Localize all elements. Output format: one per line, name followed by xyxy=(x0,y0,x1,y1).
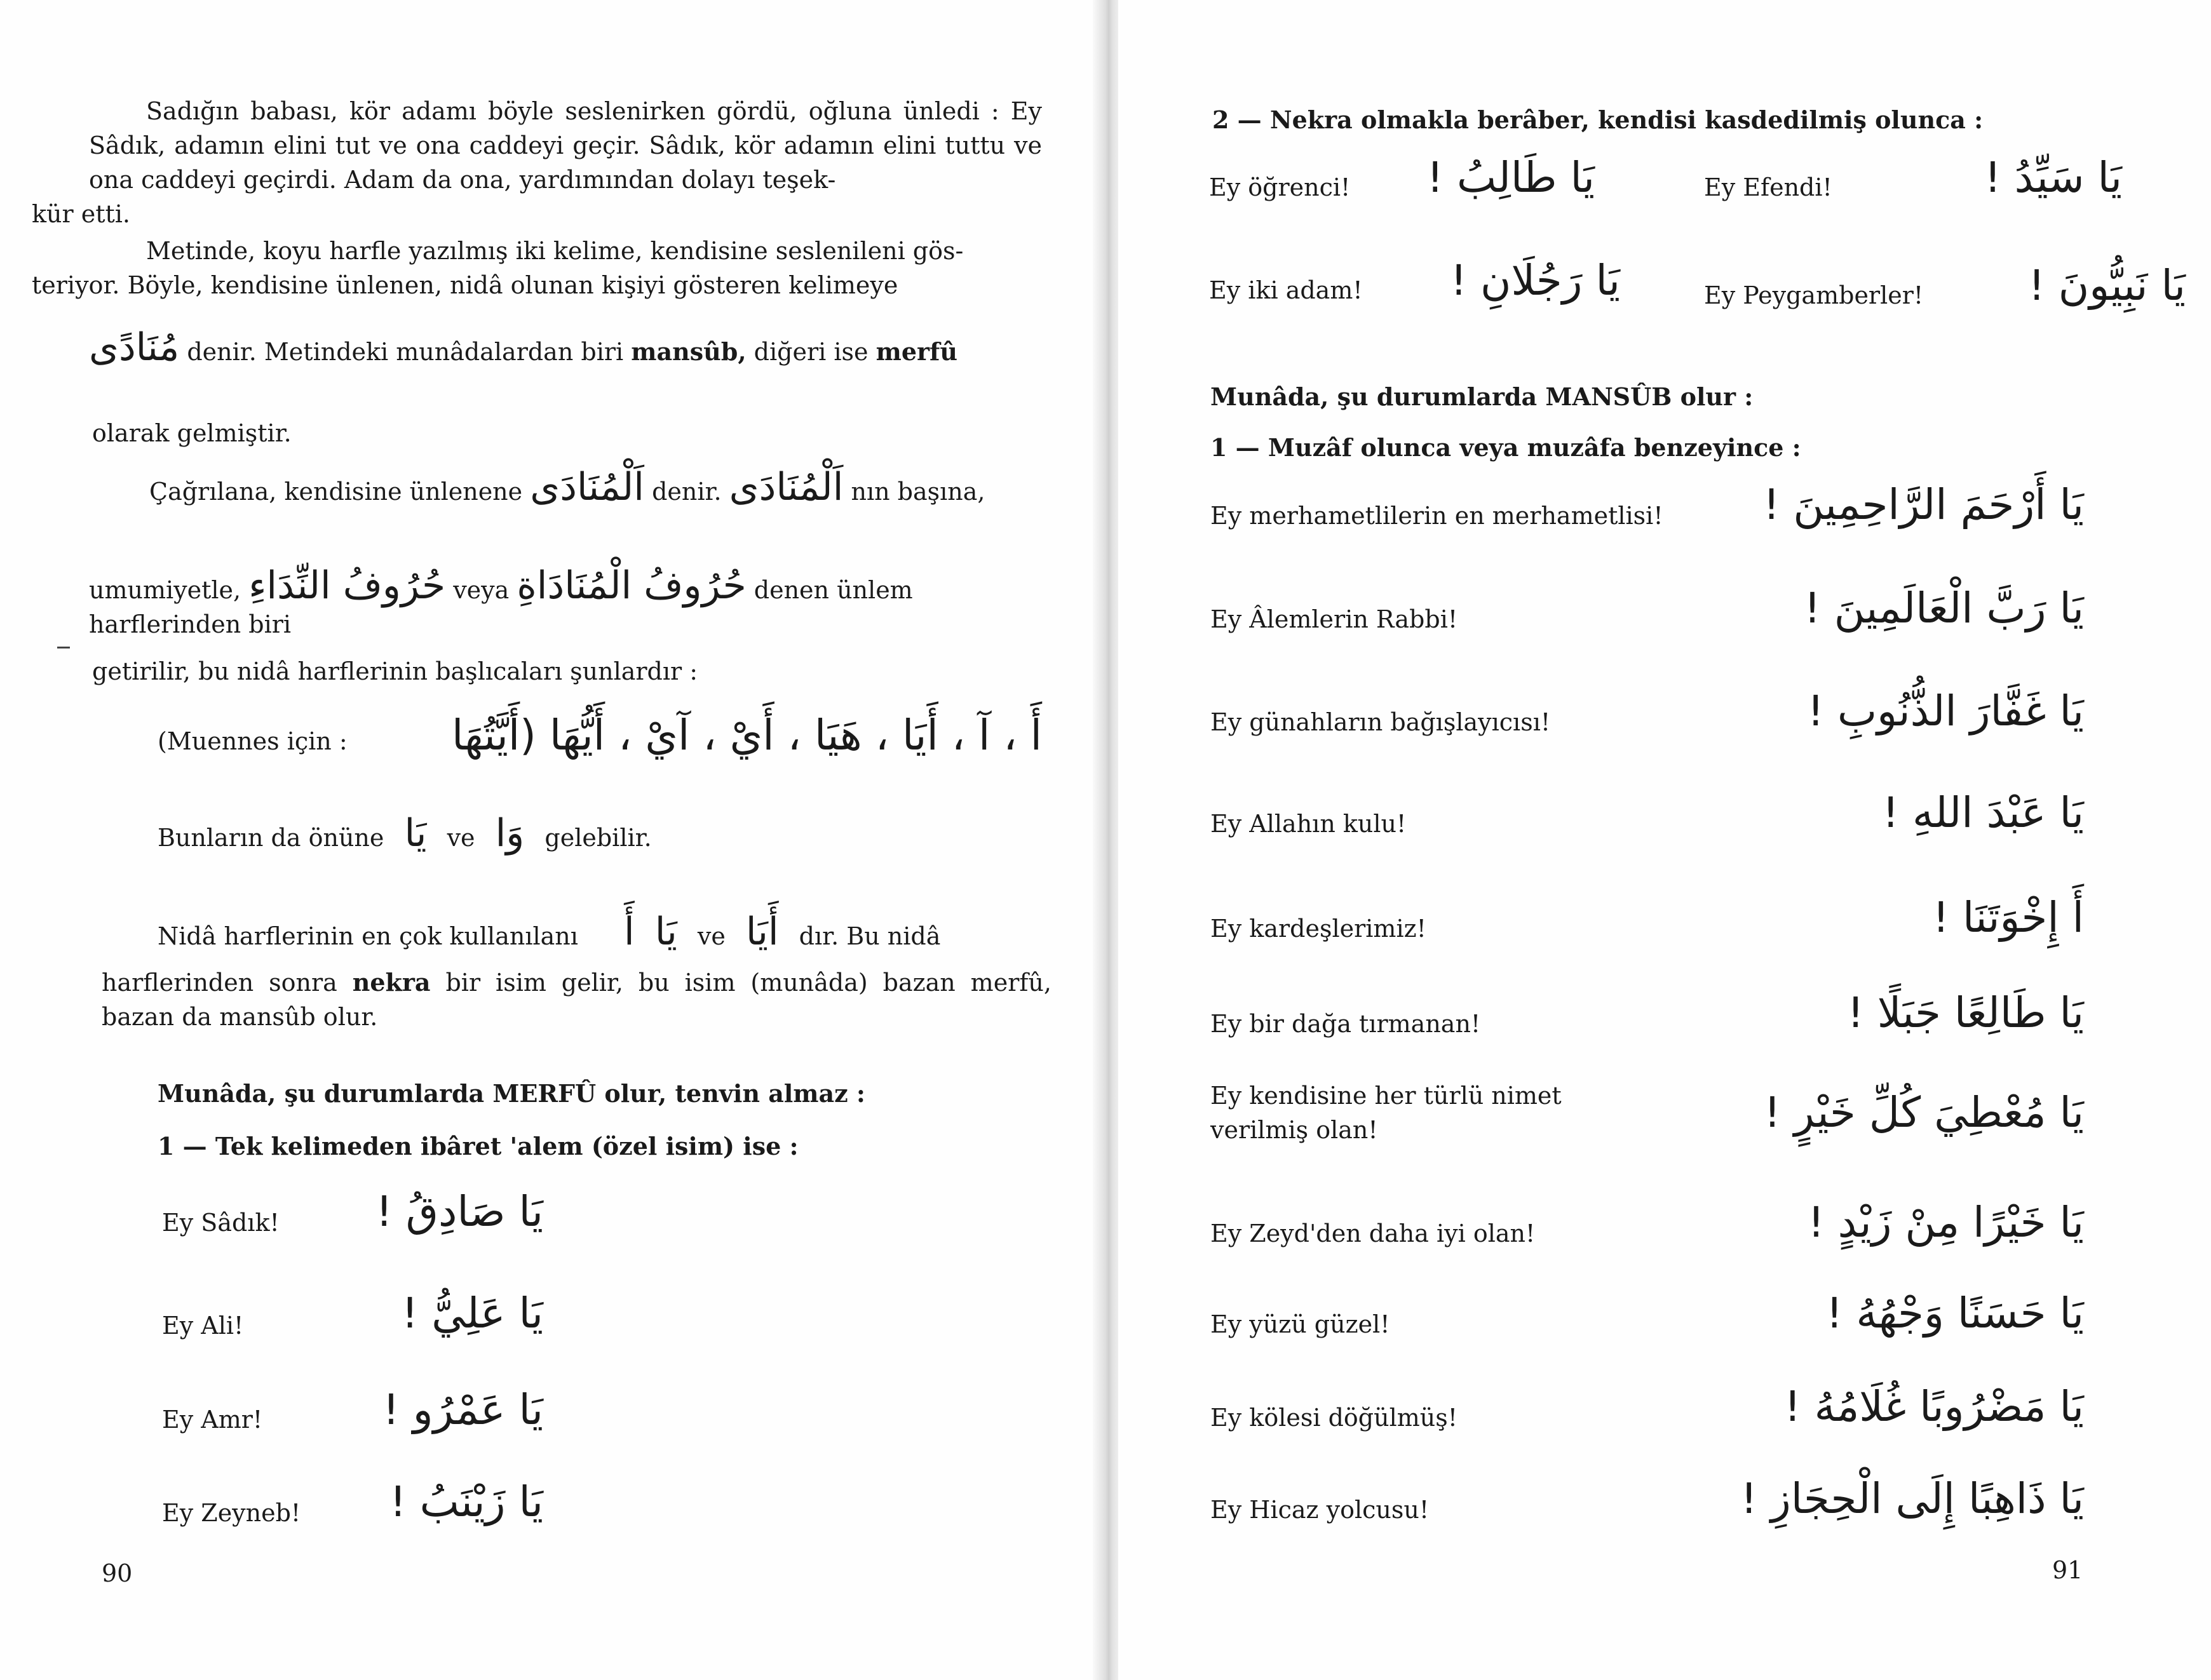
page-number-right: 91 xyxy=(2052,1556,2083,1584)
mansub-example-tr: Ey Allahın kulu! xyxy=(1210,810,1407,838)
ve-text-2: ve xyxy=(697,922,726,950)
nekra-example-tr: Ey iki adam! xyxy=(1209,276,1363,304)
cagrilana-line xyxy=(149,465,1051,509)
bunlar-line xyxy=(158,811,793,856)
mansub-example-ar: يَا رَبَّ الْعَالَمِينَ ! xyxy=(1804,584,2084,633)
nekra-example-ar: يَا رَجُلَانِ ! xyxy=(1450,256,1620,305)
elmunada-arabic-1: اَلْمُنَادَى xyxy=(530,465,644,509)
merfu-example-tr: Ey Ali! xyxy=(162,1312,244,1340)
nekra-example-ar: يَا طَالِبُ ! xyxy=(1426,153,1595,202)
bunlar-text: Bunların da önüne xyxy=(158,824,384,852)
nida-text: Nidâ harflerinin en çok kullanılanı xyxy=(158,922,578,950)
mansub-example-ar: يَا حَسَنًا وَجْهُهُ ! xyxy=(1825,1289,2084,1338)
mansub-example-ar: أَ إِخْوَتَنَا ! xyxy=(1932,893,2084,942)
mansub-example-tr: Ey Âlemlerin Rabbi! xyxy=(1210,605,1458,633)
merfu-bold: merfû xyxy=(876,337,957,366)
merfu-example-ar: يَا عَلِيُّ ! xyxy=(401,1289,543,1338)
heading-merfu-1: 1 — Tek kelimeden ibâret 'alem (özel isim) ise : xyxy=(158,1132,799,1160)
cagrilana-text: Çağrılana, kendisine ünlenene xyxy=(149,478,523,506)
merfu-example-ar: يَا صَادِقُ ! xyxy=(375,1187,543,1236)
nekra-example-tr: Ey Peygamberler! xyxy=(1704,281,1924,309)
unlem-text: denen ünlem harflerinden biri xyxy=(89,576,913,638)
merfu-example-ar: يَا زَيْنَبُ ! xyxy=(389,1477,543,1526)
mansub-example-ar: يَا مُعْطِيَ كُلِّ خَيْرٍ ! xyxy=(1764,1088,2084,1137)
story-text: Sadığın babası, kör adamı böyle seslenirken gördü, oğluna ünledi : Ey Sâdık, adamın elini tut ve ona caddeyi geçir. Sâdık, kör adamın elini tuttu ve ona caddeyi geçirdi. Adam da ona, yardımından dolayı teşek- xyxy=(89,97,1042,194)
olarak-line: olarak gelmiştir. xyxy=(92,419,292,447)
wa-arabic: وَا xyxy=(495,811,525,856)
mansub-example-tr: Ey bir dağa tırmanan! xyxy=(1210,1010,1481,1038)
paragraph-harflerinden xyxy=(102,965,1051,1034)
merfu-example-tr: Ey Zeyneb! xyxy=(162,1499,301,1527)
munada-text: denir. Metindeki munâdalardan biri xyxy=(187,338,624,366)
isim-text: bir isim gelir, bu isim (munâda) bazan merfû, xyxy=(445,969,1051,997)
nekra-example-tr: Ey öğrenci! xyxy=(1209,173,1351,201)
nekra-example-ar: يَا نَبِيُّونَ ! xyxy=(2028,261,2186,310)
mansub-example-tr: Ey kölesi döğülmüş! xyxy=(1210,1404,1457,1432)
mansub-example-ar: يَا غَفَّارَ الذُّنُوبِ ! xyxy=(1807,687,2084,736)
mansub-example-tr: Ey kendisine her türlü nimet verilmiş olan! xyxy=(1210,1082,1562,1144)
paragraph-story xyxy=(32,94,1042,231)
mansub-example-tr: Ey yüzü güzel! xyxy=(1210,1310,1390,1338)
mansub-example-tr: Ey günahların bağışlayıcısı! xyxy=(1210,708,1551,736)
metinde-line-1: Metinde, koyu harfle yazılmış iki kelime, kendisine seslenileni gös- xyxy=(146,237,964,265)
hemze-arabic: أَ xyxy=(624,910,635,954)
eya-arabic: أَيَا xyxy=(745,910,779,954)
nekra-example-tr: Ey Efendi! xyxy=(1704,173,1832,201)
munada-text-mid: diğeri ise xyxy=(754,338,869,366)
heading-mansub-1: 1 — Muzâf olunca veya muzâfa benzeyince : xyxy=(1210,433,1801,462)
ya-arabic: يَا xyxy=(404,811,427,856)
huruf-line xyxy=(89,563,1055,642)
denir-text: denir. xyxy=(652,478,722,506)
margin-mark xyxy=(57,647,70,648)
umumiyetle-text: umumiyetle, xyxy=(89,576,241,604)
mansub-example-ar: يَا خَيْرًا مِنْ زَيْدٍ ! xyxy=(1808,1198,2084,1247)
mansub-example-ar: يَا عَبْدَ اللهِ ! xyxy=(1882,788,2084,837)
nida-en-cok-line xyxy=(158,910,1060,954)
nekra-bold: nekra xyxy=(352,968,431,997)
paragraph-metinde xyxy=(32,234,1042,302)
dir-text: dır. Bu nidâ xyxy=(799,922,941,950)
ve-text: ve xyxy=(447,824,475,852)
story-text-end: kür etti. xyxy=(32,200,131,228)
mansub-example-ar: يَا أَرْحَمَ الرَّاحِمِينَ ! xyxy=(1762,480,2084,529)
merfu-example-tr: Ey Sâdık! xyxy=(162,1209,280,1237)
gelebilir-text: gelebilir. xyxy=(544,824,652,852)
mansub-example-tr: Ey kardeşlerimiz! xyxy=(1210,915,1426,943)
harflerinden-text: harflerinden sonra xyxy=(102,969,337,997)
left-page xyxy=(0,0,1099,1680)
mansub-example-ar: يَا مَضْرُوبًا غُلَامُهُ ! xyxy=(1784,1382,2084,1431)
veya-text: veya xyxy=(453,576,510,604)
munada-definition-line xyxy=(89,325,1055,370)
bazan-text: bazan da mansûb olur. xyxy=(102,1003,378,1031)
heading-merfu: Munâda, şu durumlarda MERFÛ olur, tenvin almaz : xyxy=(158,1079,865,1108)
huruf-munada-arabic: حُرُوفُ الْمُنَادَاةِ xyxy=(517,563,747,608)
mansub-example-tr: Ey Hicaz yolcusu! xyxy=(1210,1496,1430,1524)
heading-mansub: Munâda, şu durumlarda MANSÛB olur : xyxy=(1210,382,1754,411)
merfu-example-ar: يَا عَمْرُو ! xyxy=(382,1385,543,1434)
ya-arabic-2: يَا xyxy=(654,910,677,954)
nida-letters-arabic: أَ ، آ ، أَيَا ، هَيَا ، أَيْ ، آيْ ، أَيُّهَا (أَيَّتُهَا xyxy=(452,711,1042,760)
heading-nekra: 2 — Nekra olmakla berâber, kendisi kasdedilmiş olunca : xyxy=(1212,105,1984,134)
elmunada-arabic-2: اَلْمُنَادَى xyxy=(729,465,844,509)
huruf-nida-arabic: حُرُوفُ النِّدَاءِ xyxy=(248,563,446,608)
muennes-label: (Muennes için : xyxy=(158,727,348,755)
right-page xyxy=(1118,0,2211,1680)
page-number-left: 90 xyxy=(102,1559,133,1587)
mansub-example-tr: Ey Zeyd'den daha iyi olan! xyxy=(1210,1220,1536,1247)
getirilir-line: getirilir, bu nidâ harflerinin başlıcaları şunlardır : xyxy=(92,657,698,685)
metinde-line-2: teriyor. Böyle, kendisine ünlenen, nidâ olunan kişiyi gösteren kelimeye xyxy=(32,271,898,299)
nekra-example-ar: يَا سَيِّدُ ! xyxy=(1984,153,2122,202)
mansub-example-ar: يَا طَالِعًا جَبَلًا ! xyxy=(1847,988,2084,1037)
munada-arabic-word: مُنَادًى xyxy=(89,325,180,370)
merfu-example-tr: Ey Amr! xyxy=(162,1406,263,1434)
mansub-example-ar: يَا ذَاهِبًا إِلَى الْحِجَازِ ! xyxy=(1740,1474,2084,1523)
mansub-example-tr: Ey merhametlilerin en merhametlisi! xyxy=(1210,502,1663,530)
basina-text: nın başına, xyxy=(851,478,985,506)
mansub-bold: mansûb, xyxy=(631,337,747,366)
